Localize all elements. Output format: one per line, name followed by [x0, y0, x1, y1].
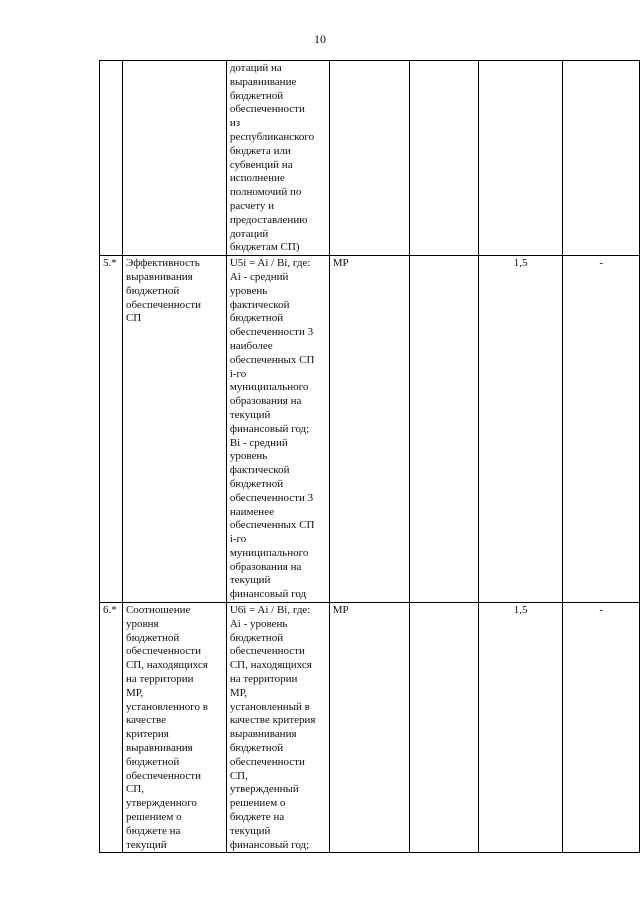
indicator-name-cell: Соотношение уровня бюджетной обеспеченности СП, находящихся на территории МР, установленного в качестве критерия выравнивания бюджетной обеспеченности СП, утвержденного решением о бюджете на текущий: [122, 603, 226, 853]
value-cell: -: [563, 603, 640, 853]
table-row: [100, 256, 640, 603]
entity-cell: [329, 61, 410, 256]
empty-cell: [410, 256, 479, 603]
row-number-cell: 5.*: [100, 256, 123, 603]
value-cell: [563, 61, 640, 256]
entity-cell: МР: [329, 256, 410, 603]
weight-cell: 1,5: [478, 603, 563, 853]
indicator-name-cell: [122, 61, 226, 256]
entity-cell: МР: [329, 603, 410, 853]
indicators-table: [99, 60, 640, 853]
table-row: [100, 61, 640, 256]
weight-cell: [478, 61, 563, 256]
value-cell: -: [563, 256, 640, 603]
row-number-cell: [100, 61, 123, 256]
empty-cell: [410, 603, 479, 853]
empty-cell: [410, 61, 479, 256]
weight-cell: 1,5: [478, 256, 563, 603]
formula-cell: U5i = Ai / Bi, где: Ai - средний уровень фактической бюджетной обеспеченности 3 наиболее обеспеченных СП i-го муниципального образования на текущий финансовый год; Bi - средний уровень фактической бюджетной обеспеченности 3 наименее обеспеченных СП i-го муниципального образования на текущий финансовый год: [226, 256, 329, 603]
table-row: [100, 603, 640, 853]
formula-cell: U6i = Ai / Bi, где: Ai - уровень бюджетной обеспеченности СП, находящихся на территории МР, установленный в качестве критерия выравнивания бюджетной обеспеченности СП, утвержденный решением о бюджете на текущий финансовый год;: [226, 603, 329, 853]
indicator-name-cell: Эффективность выравнивания бюджетной обеспеченности СП: [122, 256, 226, 603]
page-number: 10: [314, 32, 326, 46]
formula-cell: дотаций на выравнивание бюджетной обеспеченности из республиканского бюджета или субвенций на исполнение полномочий по расчету и предоставлению дотаций бюджетам СП): [226, 61, 329, 256]
row-number-cell: 6.*: [100, 603, 123, 853]
